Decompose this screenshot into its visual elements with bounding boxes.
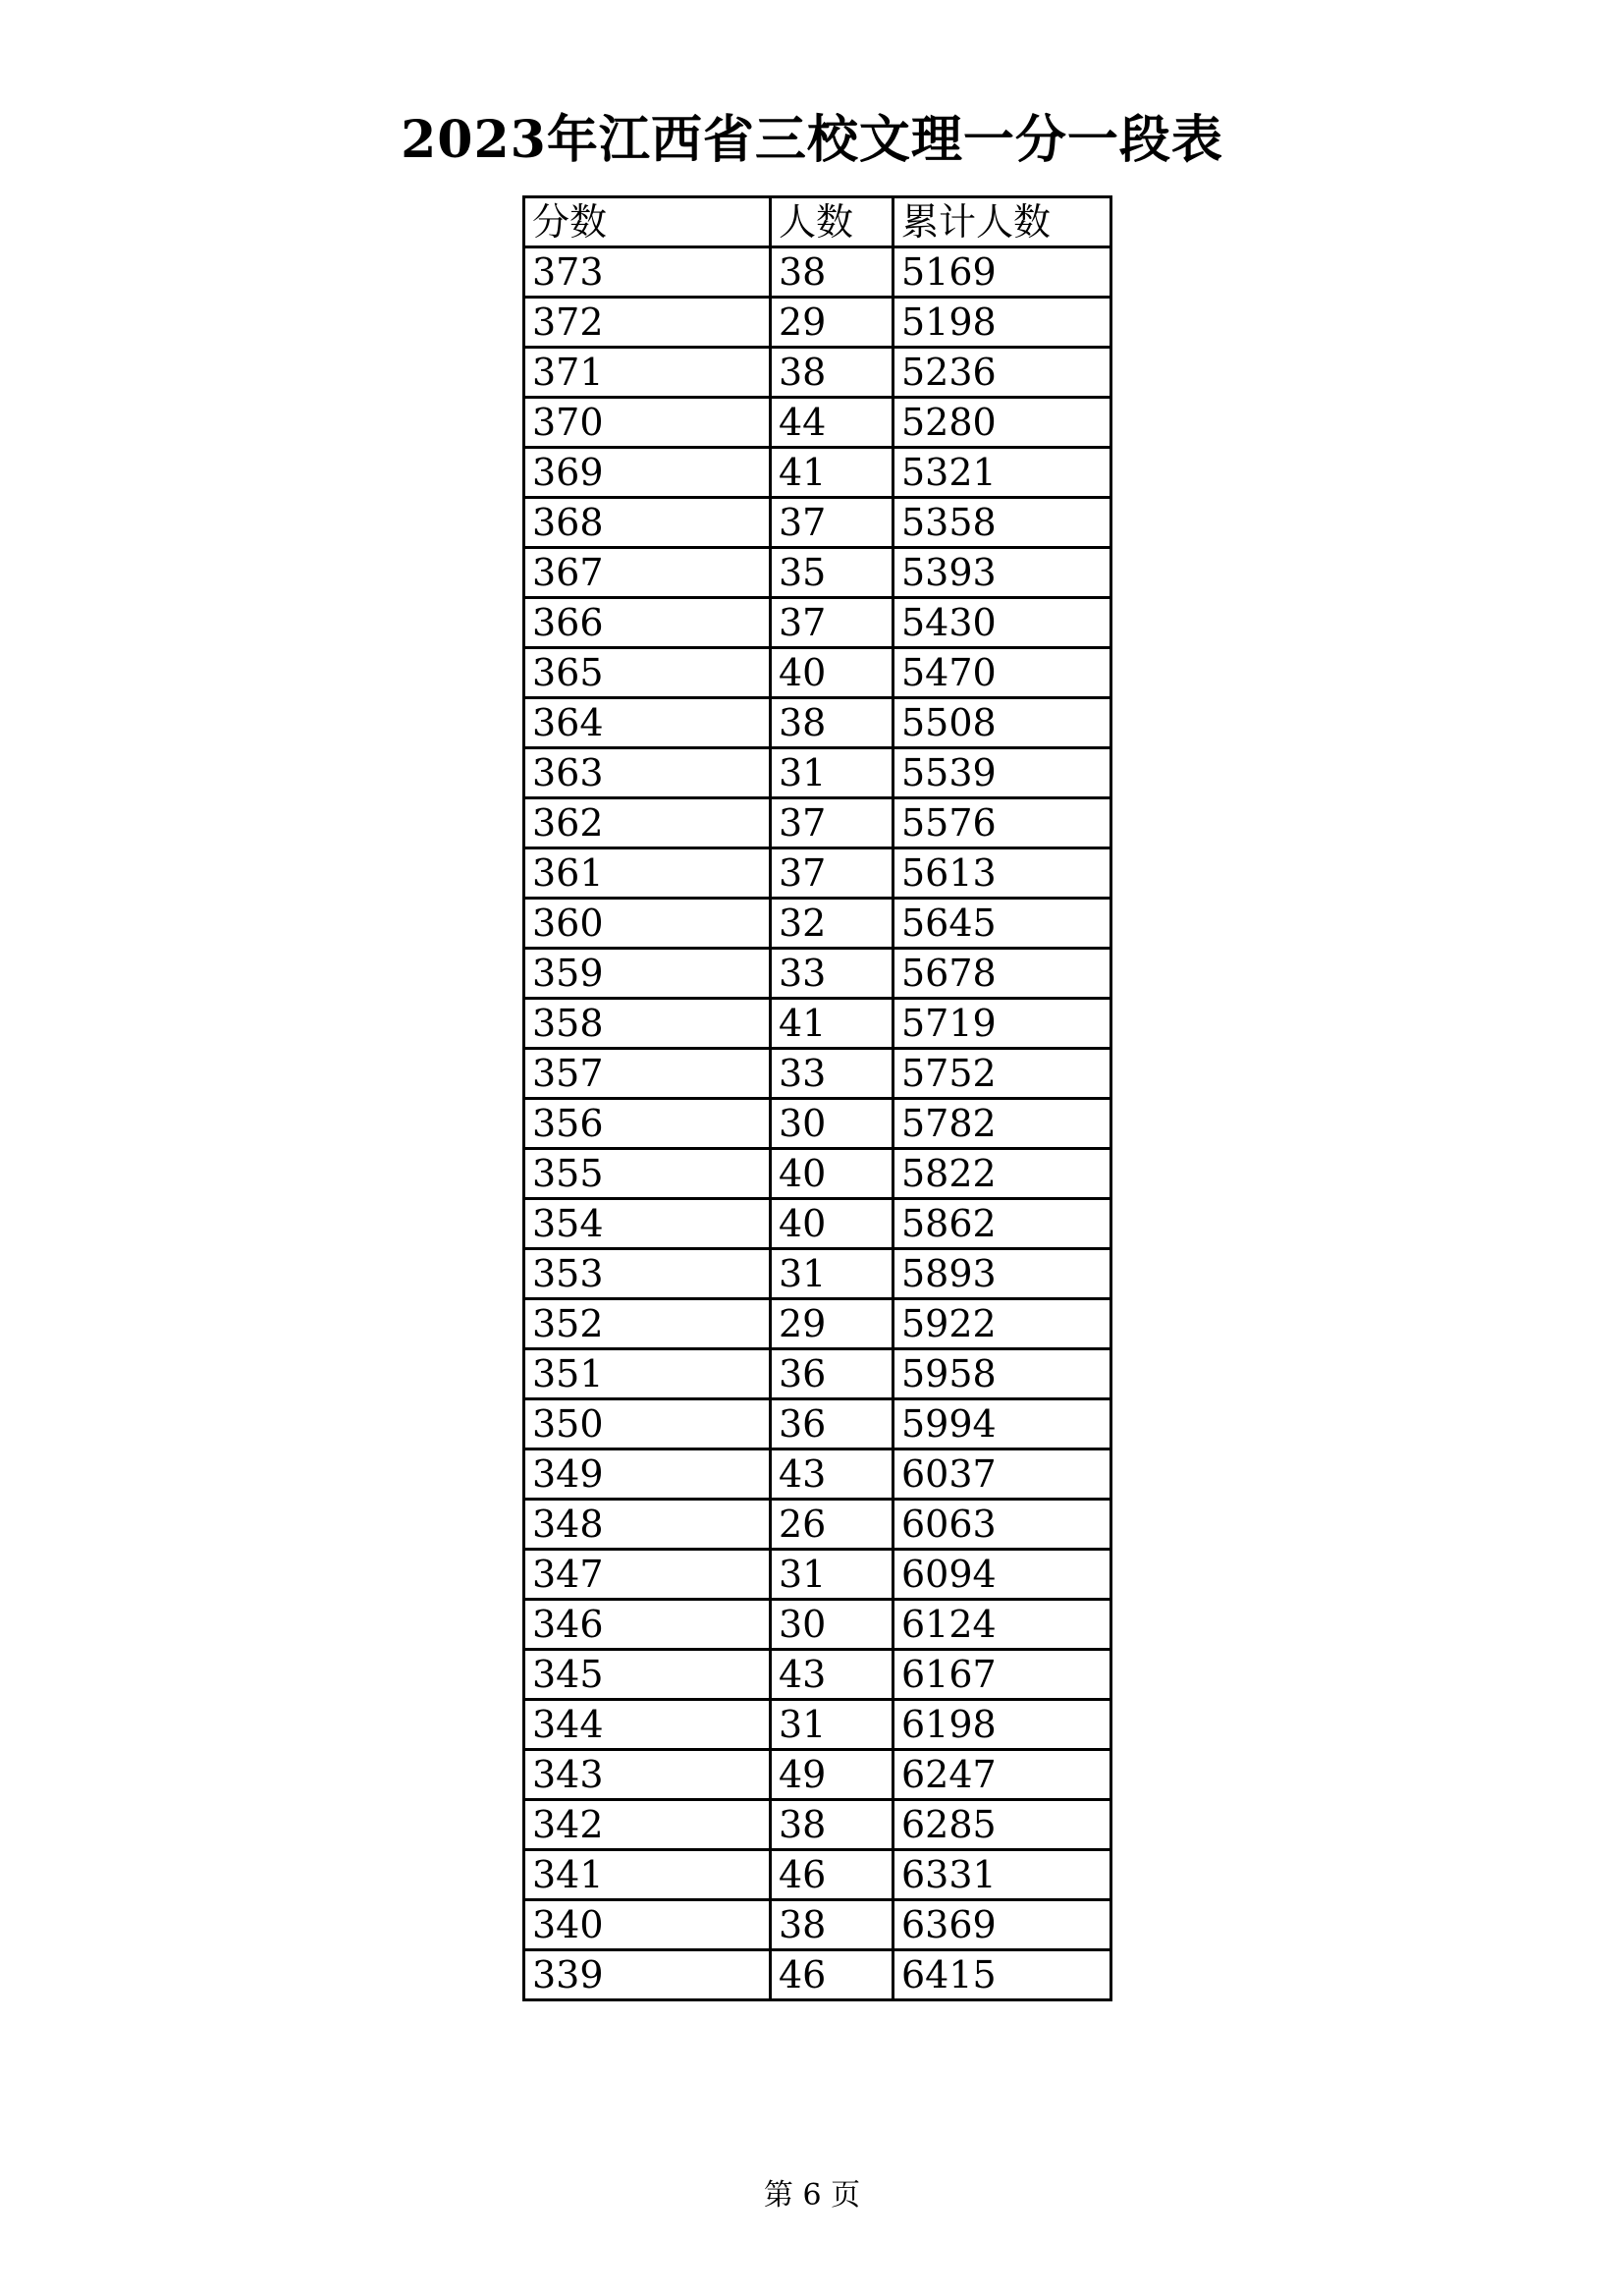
- table-row: [524, 1049, 1111, 1099]
- table-row: [524, 348, 1111, 398]
- score-cell: 357: [524, 1049, 771, 1099]
- score-cell: 372: [524, 298, 771, 348]
- count-cell: 33: [771, 1049, 893, 1099]
- count-cell: 38: [771, 247, 893, 298]
- cumulative-cell: 6167: [893, 1650, 1111, 1700]
- score-cell: 356: [524, 1099, 771, 1149]
- cumulative-cell: 5958: [893, 1349, 1111, 1399]
- cumulative-cell: 6247: [893, 1750, 1111, 1800]
- score-cell: 369: [524, 448, 771, 498]
- page-number: 第 6 页: [763, 2178, 861, 2213]
- count-cell: 33: [771, 949, 893, 999]
- table-row: [524, 1750, 1111, 1800]
- table-row: [524, 1500, 1111, 1550]
- cumulative-cell: 5822: [893, 1149, 1111, 1199]
- table-row: [524, 1399, 1111, 1449]
- cumulative-cell: 5539: [893, 748, 1111, 798]
- table-row: [524, 1199, 1111, 1249]
- table-body: [524, 247, 1111, 2000]
- table-row: [524, 1449, 1111, 1500]
- cumulative-cell: 6331: [893, 1850, 1111, 1900]
- count-cell: 38: [771, 1800, 893, 1850]
- score-cell: 370: [524, 398, 771, 448]
- cumulative-cell: 5430: [893, 598, 1111, 648]
- document-title: 2023年江西省三校文理一分一段表: [401, 110, 1223, 170]
- table-row: [524, 648, 1111, 698]
- score-cell: 368: [524, 498, 771, 548]
- cumulative-cell: 5893: [893, 1249, 1111, 1299]
- cumulative-cell: 5393: [893, 548, 1111, 598]
- table-row: [524, 748, 1111, 798]
- count-cell: 46: [771, 1950, 893, 2000]
- cumulative-cell: 6094: [893, 1550, 1111, 1600]
- score-cell: 339: [524, 1950, 771, 2000]
- score-cell: 347: [524, 1550, 771, 1600]
- table-row: [524, 698, 1111, 748]
- table-row: [524, 1349, 1111, 1399]
- table-row: [524, 1650, 1111, 1700]
- cumulative-cell: 6124: [893, 1600, 1111, 1650]
- cumulative-cell: 6198: [893, 1700, 1111, 1750]
- table-row: [524, 1299, 1111, 1349]
- count-cell: 44: [771, 398, 893, 448]
- score-cell: 344: [524, 1700, 771, 1750]
- table-row: [524, 949, 1111, 999]
- table-row: [524, 999, 1111, 1049]
- count-cell: 37: [771, 598, 893, 648]
- count-cell: 31: [771, 1700, 893, 1750]
- count-cell: 46: [771, 1850, 893, 1900]
- cumulative-cell: 5508: [893, 698, 1111, 748]
- table-row: [524, 247, 1111, 298]
- score-cell: 355: [524, 1149, 771, 1199]
- score-cell: 349: [524, 1449, 771, 1500]
- table-row: [524, 1149, 1111, 1199]
- score-cell: 348: [524, 1500, 771, 1550]
- count-cell: 38: [771, 698, 893, 748]
- table-row: [524, 1900, 1111, 1950]
- cumulative-cell: 5922: [893, 1299, 1111, 1349]
- cumulative-cell: 5198: [893, 298, 1111, 348]
- table-row: [524, 1600, 1111, 1650]
- cumulative-cell: 5862: [893, 1199, 1111, 1249]
- cumulative-cell: 5782: [893, 1099, 1111, 1149]
- table-row: [524, 548, 1111, 598]
- score-cell: 346: [524, 1600, 771, 1650]
- score-cell: 350: [524, 1399, 771, 1449]
- cumulative-cell: 5613: [893, 848, 1111, 899]
- header-score: 分数: [524, 197, 771, 247]
- score-cell: 340: [524, 1900, 771, 1950]
- score-cell: 354: [524, 1199, 771, 1249]
- table-row: [524, 398, 1111, 448]
- table-row: [524, 298, 1111, 348]
- cumulative-cell: 5236: [893, 348, 1111, 398]
- table-row: [524, 448, 1111, 498]
- table-row: [524, 1800, 1111, 1850]
- score-cell: 353: [524, 1249, 771, 1299]
- count-cell: 37: [771, 498, 893, 548]
- score-cell: 371: [524, 348, 771, 398]
- table-row: [524, 1249, 1111, 1299]
- table-row: [524, 848, 1111, 899]
- table-row: [524, 1950, 1111, 2000]
- count-cell: 32: [771, 899, 893, 949]
- table-row: [524, 498, 1111, 548]
- count-cell: 30: [771, 1099, 893, 1149]
- cumulative-cell: 5576: [893, 798, 1111, 848]
- score-cell: 341: [524, 1850, 771, 1900]
- count-cell: 29: [771, 298, 893, 348]
- cumulative-cell: 5719: [893, 999, 1111, 1049]
- score-cell: 352: [524, 1299, 771, 1349]
- count-cell: 40: [771, 1199, 893, 1249]
- score-cell: 351: [524, 1349, 771, 1399]
- table-row: [524, 1550, 1111, 1600]
- score-cell: 360: [524, 899, 771, 949]
- count-cell: 38: [771, 348, 893, 398]
- cumulative-cell: 5358: [893, 498, 1111, 548]
- count-cell: 41: [771, 448, 893, 498]
- score-cell: 358: [524, 999, 771, 1049]
- score-cell: 362: [524, 798, 771, 848]
- count-cell: 30: [771, 1600, 893, 1650]
- count-cell: 36: [771, 1399, 893, 1449]
- score-cell: 365: [524, 648, 771, 698]
- cumulative-cell: 5470: [893, 648, 1111, 698]
- score-cell: 345: [524, 1650, 771, 1700]
- table-row: [524, 1700, 1111, 1750]
- count-cell: 36: [771, 1349, 893, 1399]
- header-count: 人数: [771, 197, 893, 247]
- table-row: [524, 899, 1111, 949]
- score-cell: 363: [524, 748, 771, 798]
- score-cell: 343: [524, 1750, 771, 1800]
- count-cell: 29: [771, 1299, 893, 1349]
- count-cell: 31: [771, 748, 893, 798]
- cumulative-cell: 5169: [893, 247, 1111, 298]
- table-header-row: [524, 197, 1111, 247]
- count-cell: 40: [771, 648, 893, 698]
- score-cell: 342: [524, 1800, 771, 1850]
- cumulative-cell: 5752: [893, 1049, 1111, 1099]
- cumulative-cell: 5280: [893, 398, 1111, 448]
- count-cell: 26: [771, 1500, 893, 1550]
- cumulative-cell: 6415: [893, 1950, 1111, 2000]
- score-cell: 361: [524, 848, 771, 899]
- cumulative-cell: 5678: [893, 949, 1111, 999]
- count-cell: 49: [771, 1750, 893, 1800]
- table-row: [524, 598, 1111, 648]
- score-cell: 359: [524, 949, 771, 999]
- count-cell: 40: [771, 1149, 893, 1199]
- count-cell: 43: [771, 1449, 893, 1500]
- score-cell: 373: [524, 247, 771, 298]
- count-cell: 31: [771, 1249, 893, 1299]
- cumulative-cell: 5645: [893, 899, 1111, 949]
- score-distribution-table: [522, 195, 1112, 2001]
- cumulative-cell: 6369: [893, 1900, 1111, 1950]
- score-cell: 364: [524, 698, 771, 748]
- table-row: [524, 798, 1111, 848]
- count-cell: 35: [771, 548, 893, 598]
- score-cell: 366: [524, 598, 771, 648]
- count-cell: 41: [771, 999, 893, 1049]
- cumulative-cell: 6037: [893, 1449, 1111, 1500]
- cumulative-cell: 6063: [893, 1500, 1111, 1550]
- cumulative-cell: 6285: [893, 1800, 1111, 1850]
- table-row: [524, 1850, 1111, 1900]
- cumulative-cell: 5321: [893, 448, 1111, 498]
- count-cell: 37: [771, 848, 893, 899]
- table-row: [524, 1099, 1111, 1149]
- count-cell: 38: [771, 1900, 893, 1950]
- header-cumulative: 累计人数: [893, 197, 1111, 247]
- count-cell: 37: [771, 798, 893, 848]
- count-cell: 31: [771, 1550, 893, 1600]
- score-cell: 367: [524, 548, 771, 598]
- cumulative-cell: 5994: [893, 1399, 1111, 1449]
- count-cell: 43: [771, 1650, 893, 1700]
